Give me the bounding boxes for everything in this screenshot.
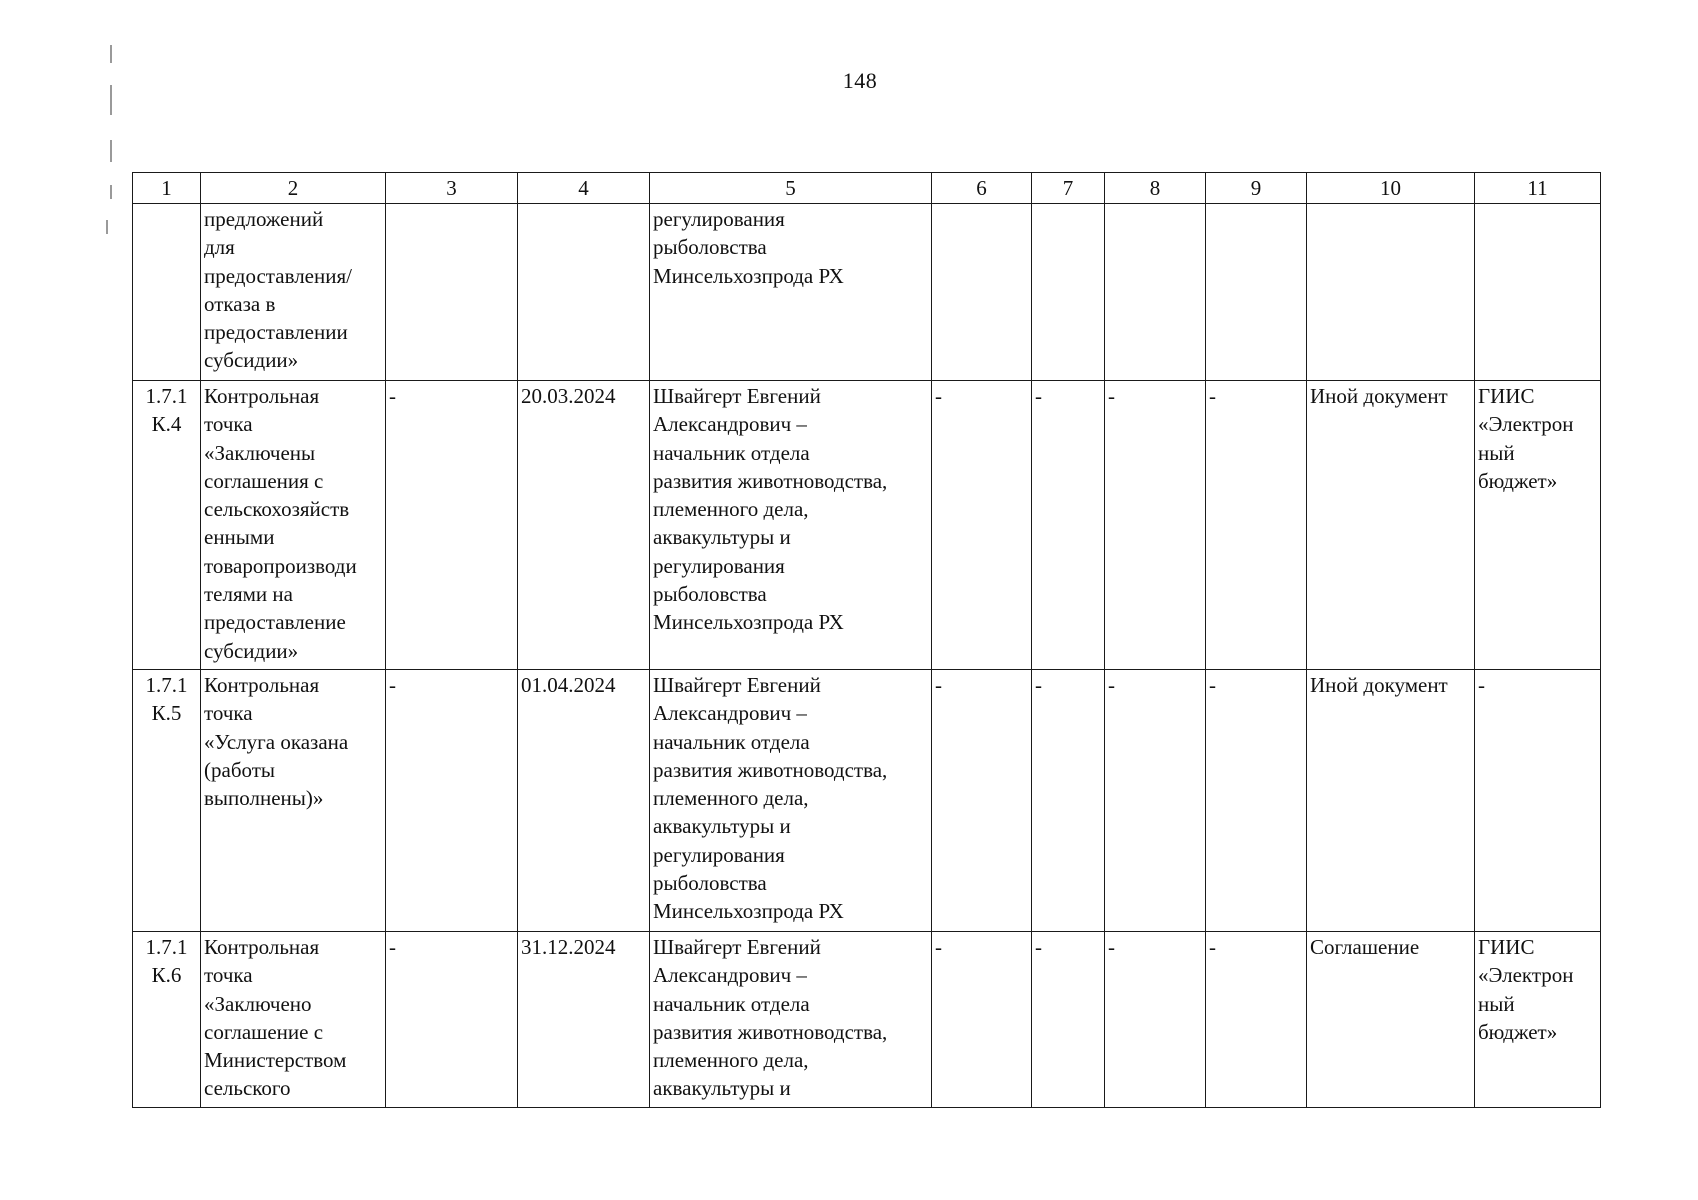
end-date: 01.04.2024 (518, 670, 650, 932)
end-date: 31.12.2024 (518, 932, 650, 1108)
start-date: - (386, 932, 518, 1108)
column-header-10: 10 (1307, 173, 1475, 204)
column-header-2: 2 (201, 173, 386, 204)
cell-col-9: - (1206, 670, 1307, 932)
end-date (518, 204, 650, 381)
schedule-table (132, 172, 1601, 1108)
cell-col-8: - (1105, 670, 1206, 932)
table-row (133, 670, 1601, 932)
row-number (133, 204, 201, 381)
event-description: Контрольная точка «Услуга оказана (работы выполнены)» (201, 670, 386, 932)
column-header-1: 1 (133, 173, 201, 204)
cell-col-9: - (1206, 932, 1307, 1108)
cell-col-7: - (1032, 381, 1105, 670)
column-header-5: 5 (650, 173, 932, 204)
information-system: ГИИС «Электрон ный бюджет» (1475, 381, 1601, 670)
cell-col-6: - (932, 670, 1032, 932)
responsible-person: регулирования рыболовства Минсельхозпрода РХ (650, 204, 932, 381)
cell-col-6: - (932, 932, 1032, 1108)
information-system: - (1475, 670, 1601, 932)
responsible-person: Швайгерт Евгений Александрович – начальник отдела развития животноводства, племенного дела, аквакультуры и (650, 932, 932, 1108)
table-row (133, 204, 1601, 381)
document-type: Соглашение (1307, 932, 1475, 1108)
cell-col-8 (1105, 204, 1206, 381)
cell-col-8: - (1105, 381, 1206, 670)
row-number: 1.7.1 К.5 (133, 670, 201, 932)
start-date (386, 204, 518, 381)
header-row (133, 173, 1601, 204)
table-row (133, 381, 1601, 670)
cell-col-7 (1032, 204, 1105, 381)
document-type (1307, 204, 1475, 381)
row-number: 1.7.1 К.4 (133, 381, 201, 670)
start-date: - (386, 381, 518, 670)
start-date: - (386, 670, 518, 932)
event-description: Контрольная точка «Заключено соглашение с Министерством сельского (201, 932, 386, 1108)
document-type: Иной документ (1307, 381, 1475, 670)
cell-col-8: - (1105, 932, 1206, 1108)
cell-col-7: - (1032, 670, 1105, 932)
responsible-person: Швайгерт Евгений Александрович – начальник отдела развития животноводства, племенного дела, аквакультуры и регулирования рыболовства Минсельхозпрода РХ (650, 381, 932, 670)
event-description: предложений для предоставления/ отказа в предоставлении субсидии» (201, 204, 386, 381)
cell-col-7: - (1032, 932, 1105, 1108)
column-header-9: 9 (1206, 173, 1307, 204)
column-header-11: 11 (1475, 173, 1601, 204)
column-header-7: 7 (1032, 173, 1105, 204)
page-number: 148 (842, 68, 878, 93)
column-header-3: 3 (386, 173, 518, 204)
information-system: ГИИС «Электрон ный бюджет» (1475, 932, 1601, 1108)
cell-col-9 (1206, 204, 1307, 381)
column-header-6: 6 (932, 173, 1032, 204)
event-description: Контрольная точка «Заключены соглашения с сельскохозяйств енными товаропроизводи телями на предоставление субсидии» (201, 381, 386, 670)
cell-col-9: - (1206, 381, 1307, 670)
table-row (133, 932, 1601, 1108)
cell-col-6 (932, 204, 1032, 381)
document-type: Иной документ (1307, 670, 1475, 932)
information-system (1475, 204, 1601, 381)
column-header-8: 8 (1105, 173, 1206, 204)
column-header-4: 4 (518, 173, 650, 204)
row-number: 1.7.1 К.6 (133, 932, 201, 1108)
end-date: 20.03.2024 (518, 381, 650, 670)
responsible-person: Швайгерт Евгений Александрович – начальник отдела развития животноводства, племенного дела, аквакультуры и регулирования рыболовства Минсельхозпрода РХ (650, 670, 932, 932)
cell-col-6: - (932, 381, 1032, 670)
